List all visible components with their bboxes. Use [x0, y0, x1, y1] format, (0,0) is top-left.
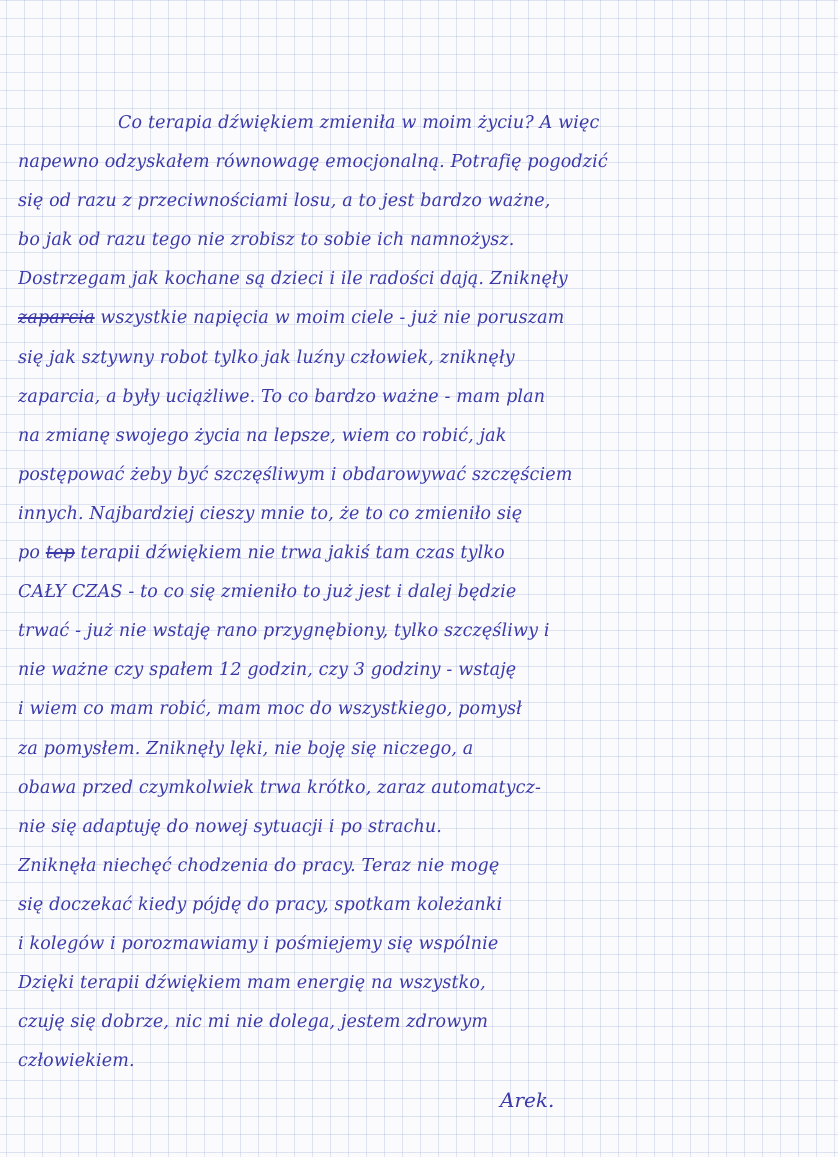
letter-line-24: czuję się dobrze, nic mi nie dolega, jestem zdrowym [18, 1012, 489, 1033]
letter-line-2: napewno odzyskałem równowagę emocjonalną. Potrafię pogodzić [18, 152, 608, 173]
letter-line-9: na zmianę swojego życia na lepsze, wiem co robić, jak [18, 425, 507, 446]
letter-line-13: CAŁY CZAS - to co się zmieniło to już jest i dalej będzie [18, 582, 517, 603]
letter-line-6-text: wszystkie napięcia w moim ciele - już nie poruszam [100, 308, 565, 329]
letter-line-19: nie się adaptuję do nowej sytuacji i po strachu. [18, 816, 443, 837]
letter-line-12-text: terapii dźwiękiem nie trwa jakiś tam czas tylko [80, 543, 505, 564]
letter-line-6 [18, 299, 818, 338]
letter-line-16: i wiem co mam robić, mam moc do wszystkiego, pomysł [18, 699, 522, 720]
letter-line-12 [18, 534, 818, 573]
letter-line-25: człowiekiem. [18, 1051, 135, 1072]
letter-line-10: postępować żeby być szczęśliwym i obdarowywać szczęściem [18, 464, 573, 485]
letter-line-21: się doczekać kiedy pójdę do pracy, spotkam koleżanki [18, 894, 503, 915]
struck-word: zaparcia [18, 308, 95, 329]
letter-line-1: Co terapia dźwiękiem zmieniła w moim życiu? A więc [118, 113, 600, 133]
letter-line-18: obawa przed czymkolwiek trwa krótko, zaraz automatycz- [18, 777, 542, 798]
letter-line-22: i kolegów i porozmawiamy i pośmiejemy się wspólnie [18, 933, 499, 954]
signature: Arek. [500, 1088, 555, 1112]
letter-line-11: innych. Najbardziej cieszy mnie to, że to co zmieniło się [18, 503, 523, 524]
letter-line-3: się od razu z przeciwnościami losu, a to jest bardzo ważne, [18, 191, 551, 212]
letter-line-15: nie ważne czy spałem 12 godzin, czy 3 godziny - wstaję [18, 660, 517, 681]
letter-line-12-prefix: po [18, 543, 41, 564]
letter-line-7: się jak sztywny robot tylko jak luźny człowiek, zniknęły [18, 347, 515, 368]
handwritten-letter [18, 104, 818, 1081]
letter-line-23: Dzięki terapii dźwiękiem mam energię na wszystko, [18, 973, 486, 994]
letter-line-8: zaparcia, a były uciążliwe. To co bardzo ważne - mam plan [18, 386, 546, 407]
struck-word: tep [45, 543, 75, 564]
letter-line-17: za pomysłem. Zniknęły lęki, nie boję się niczego, a [18, 738, 474, 759]
letter-line-4: bo jak od razu tego nie zrobisz to sobie ich namnożysz. [18, 230, 515, 251]
letter-line-14: trwać - już nie wstaję rano przygnębiony, tylko szczęśliwy i [18, 621, 550, 642]
letter-line-20: Zniknęła niechęć chodzenia do pracy. Teraz nie mogę [18, 855, 500, 876]
letter-line-5: Dostrzegam jak kochane są dzieci i ile radości dają. Zniknęły [18, 269, 568, 290]
